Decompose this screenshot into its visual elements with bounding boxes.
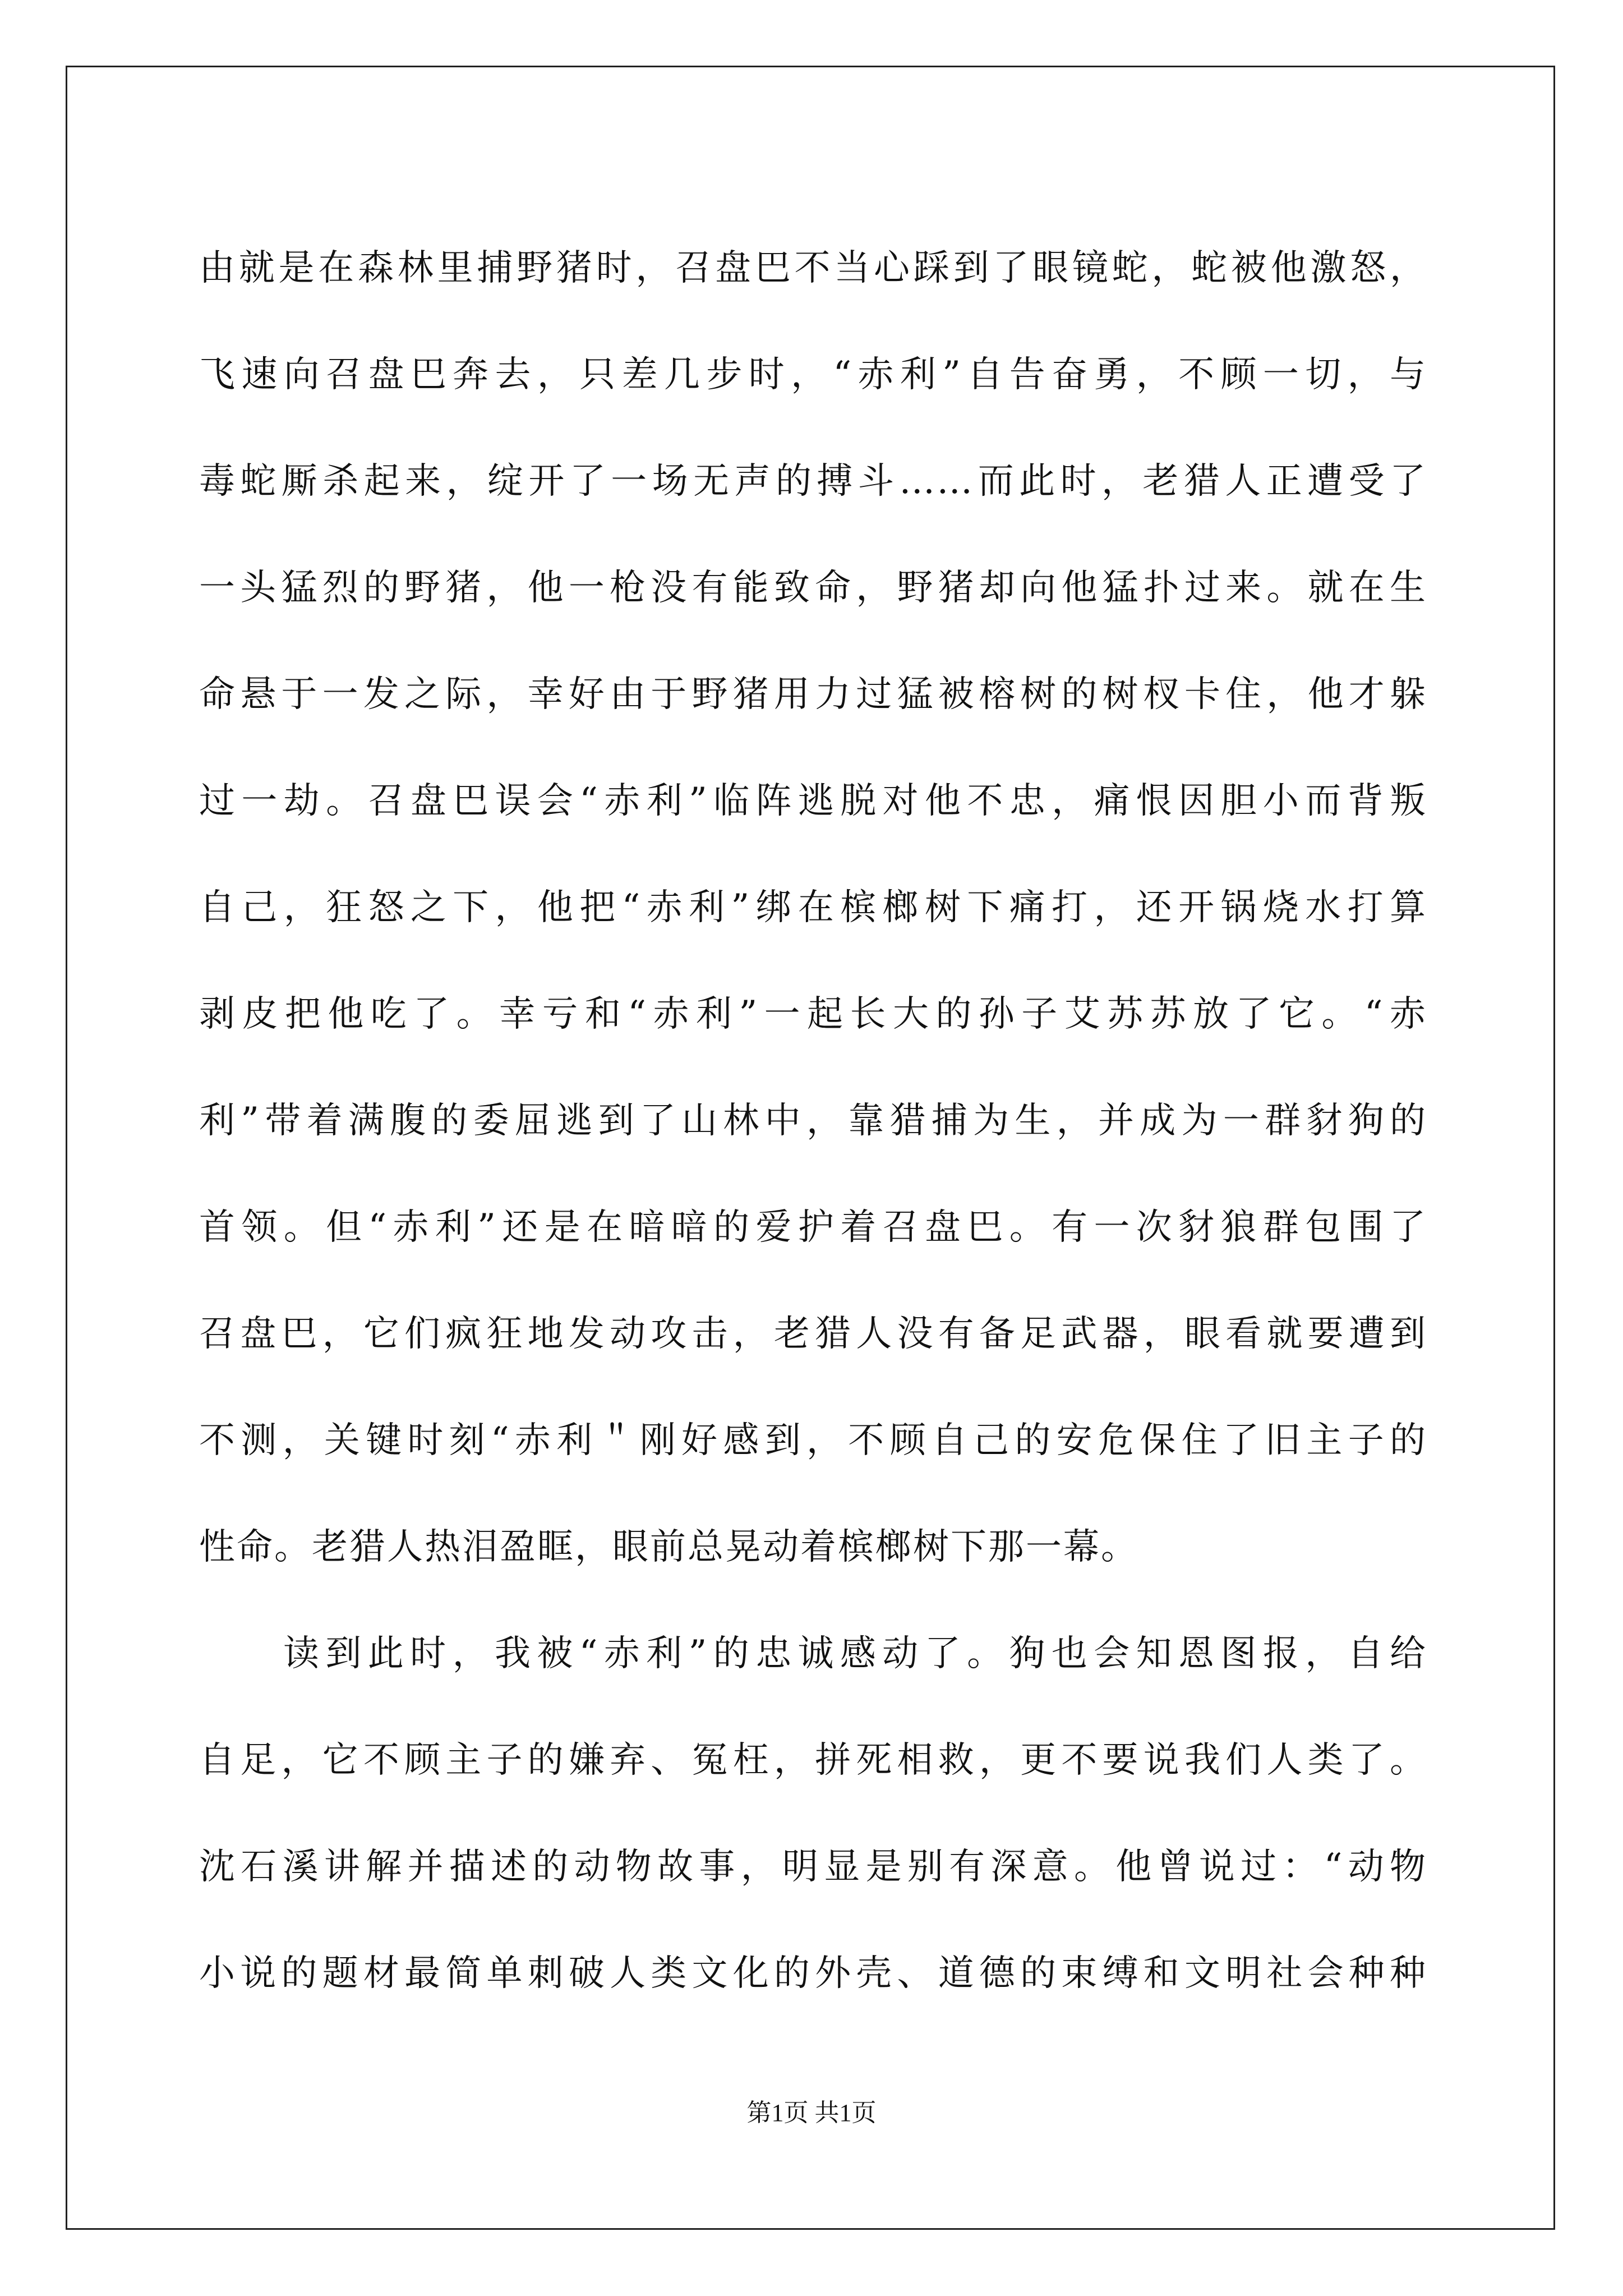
text-line: 自足，它不顾主子的嫌弃、冤枉，拼死相救，更不要说我们人类了。 bbox=[199, 1740, 1427, 1781]
text-line: 小说的题材最简单刺破人类文化的外壳、道德的束缚和文明社会种种 bbox=[199, 1953, 1427, 1994]
body-text bbox=[199, 215, 1427, 2027]
text-line: 自己，狂怒之下，他把“赤利”绑在槟榔树下痛打，还开锅烧水打算 bbox=[199, 887, 1427, 928]
text-line: 命悬于一发之际，幸好由于野猪用力过猛被榕树的树杈卡住，他才躲 bbox=[199, 674, 1427, 715]
text-line: 不测，关键时刻“赤利＂刚好感到，不顾自己的安危保住了旧主子的 bbox=[199, 1420, 1427, 1461]
text-line: 召盘巴，它们疯狂地发动攻击，老猎人没有备足武器，眼看就要遭到 bbox=[199, 1313, 1427, 1355]
text-line: 由就是在森林里捕野猪时，召盘巴不当心踩到了眼镜蛇，蛇被他激怒， bbox=[199, 247, 1427, 289]
text-line: 一头猛烈的野猪，他一枪没有能致命，野猪却向他猛扑过来。就在生 bbox=[199, 567, 1427, 609]
text-line: 首领。但“赤利”还是在暗暗的爱护着召盘巴。有一次豺狼群包围了 bbox=[199, 1207, 1427, 1248]
text-line: 读到此时，我被“赤利”的忠诚感动了。狗也会知恩图报，自给 bbox=[283, 1633, 1427, 1674]
page-number-footer: 第1页 共1页 bbox=[746, 2099, 877, 2127]
text-line: 剥皮把他吃了。幸亏和“赤利”一起长大的孙子艾苏苏放了它。“赤 bbox=[199, 993, 1427, 1035]
text-line: 沈石溪讲解并描述的动物故事，明显是别有深意。他曾说过：“动物 bbox=[199, 1846, 1427, 1888]
text-line: 毒蛇厮杀起来，绽开了一场无声的搏斗……而此时，老猎人正遭受了 bbox=[199, 461, 1427, 502]
text-line: 性命。老猎人热泪盈眶，眼前总晃动着槟榔树下那一幕。 bbox=[199, 1526, 1138, 1568]
text-line: 飞速向召盘巴奔去，只差几步时，“赤利”自告奋勇，不顾一切，与 bbox=[199, 354, 1427, 395]
text-line: 过一劫。召盘巴误会“赤利”临阵逃脱对他不忠，痛恨因胆小而背叛 bbox=[199, 780, 1427, 822]
text-line: 利”带着满腹的委屈逃到了山林中，靠猎捕为生，并成为一群豺狗的 bbox=[199, 1100, 1427, 1142]
